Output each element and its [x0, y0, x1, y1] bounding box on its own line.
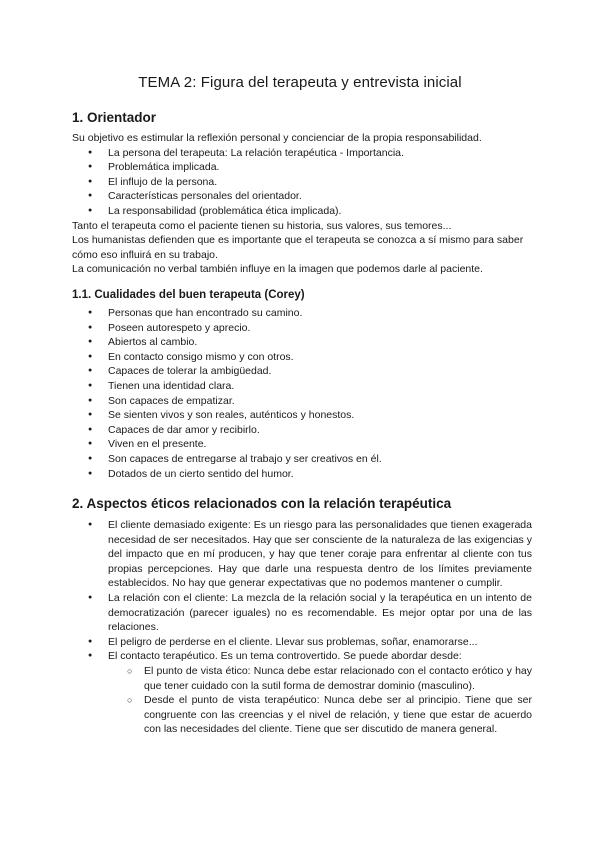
list-item: ● Características personales del orientador.	[72, 189, 532, 204]
list-item: ● En contacto consigo mismo y con otros.	[72, 350, 532, 365]
list-item: ● Problemática implicada.	[72, 160, 532, 175]
list-item: ● Dotados de un cierto sentido del humor.	[72, 467, 532, 482]
list-item: ● Son capaces de entregarse al trabajo y ser creativos en él.	[72, 452, 532, 467]
list-item: ● Tienen una identidad clara.	[72, 379, 532, 394]
section-1-intro: Su objetivo es estimular la reflexión personal y concienciar de la propia responsabilidad.	[72, 132, 482, 144]
section-1-bullet-list	[72, 146, 532, 219]
paragraph: La comunicación no verbal también influye en la imagen que podemos darle al paciente.	[72, 263, 483, 276]
list-item: ● Personas que han encontrado su camino.	[72, 306, 532, 321]
list-item: ● Abiertos al cambio.	[72, 335, 532, 350]
page-title: TEMA 2: Figura del terapeuta y entrevista inicial	[138, 74, 462, 91]
list-item: ● Capaces de tolerar la ambigüedad.	[72, 364, 532, 379]
list-item: ● Viven en el presente.	[72, 437, 532, 452]
contact-sub-list	[72, 664, 532, 737]
list-item: ● La persona del terapeuta: La relación terapéutica - Importancia.	[72, 146, 532, 161]
section-2-body	[72, 518, 532, 737]
list-item: ● El peligro de perderse en el cliente. Llevar sus problemas, soñar, enamorarse...	[72, 635, 532, 650]
list-item: ● Poseen autorespeto y aprecio.	[72, 321, 532, 336]
sub-list-item: ○ El punto de vista ético: Nunca debe estar relacionado con el contacto erótico y hay que tener cuidado con la sutil forma de demostrar dominio (masculino).	[72, 664, 532, 693]
list-item: ● La relación con el cliente: La mezcla de la relación social y la terapéutica en un intento de democratización (parecer iguales) no es recomendable. Es mejor optar por una de las relaciones.	[72, 591, 532, 635]
paragraph: Los humanistas defienden que es importante que el terapeuta se conozca a sí mismo para saber cómo eso influirá en su trabajo.	[72, 234, 524, 261]
list-item: ● El cliente demasiado exigente: Es un riesgo para las personalidades que tienen exagerada necesidad de ser necesitados. Hay que ser consciente de la naturaleza de las exigencias y del impacto que en mí producen, y hay que tener coraje para enfrentar al cliente con tus propias percepciones. Hay que darle una respuesta dentro de los límites previamente establecidos. No hay que generar expectativas que no podemos mantener o cumplir.	[72, 518, 532, 591]
paragraph: Tanto el terapeuta como el paciente tienen su historia, sus valores, sus temores...	[72, 219, 452, 232]
list-item: ● Son capaces de empatizar.	[72, 394, 532, 409]
section-1-1-heading: 1.1. Cualidades del buen terapeuta (Corey)	[72, 289, 305, 301]
qualities-bullet-list	[72, 306, 532, 481]
ethics-bullet-list	[72, 518, 532, 664]
list-item: ● La responsabilidad (problemática ética implicada).	[72, 204, 532, 219]
list-item: ● El contacto terapéutico. Es un tema controvertido. Se puede abordar desde:	[72, 649, 532, 664]
list-item: ● El influjo de la persona.	[72, 175, 532, 190]
section-1-body	[72, 131, 532, 277]
list-item: ● Capaces de dar amor y recibirlo.	[72, 423, 532, 438]
list-item: ● Se sienten vivos y son reales, auténticos y honestos.	[72, 408, 532, 423]
section-1-heading: 1. Orientador	[72, 110, 157, 125]
section-2-heading: 2. Aspectos éticos relacionados con la relación terapéutica	[72, 496, 452, 511]
sub-list-item: ○ Desde el punto de vista terapéutico: Nunca debe ser al principio. Tiene que ser congruente con las creencias y el nivel de relación, y tiene que estar de acuerdo con las necesidades del cliente. Tiene que ser discutido de manera general.	[72, 693, 532, 737]
section-1-1-body	[72, 306, 532, 481]
